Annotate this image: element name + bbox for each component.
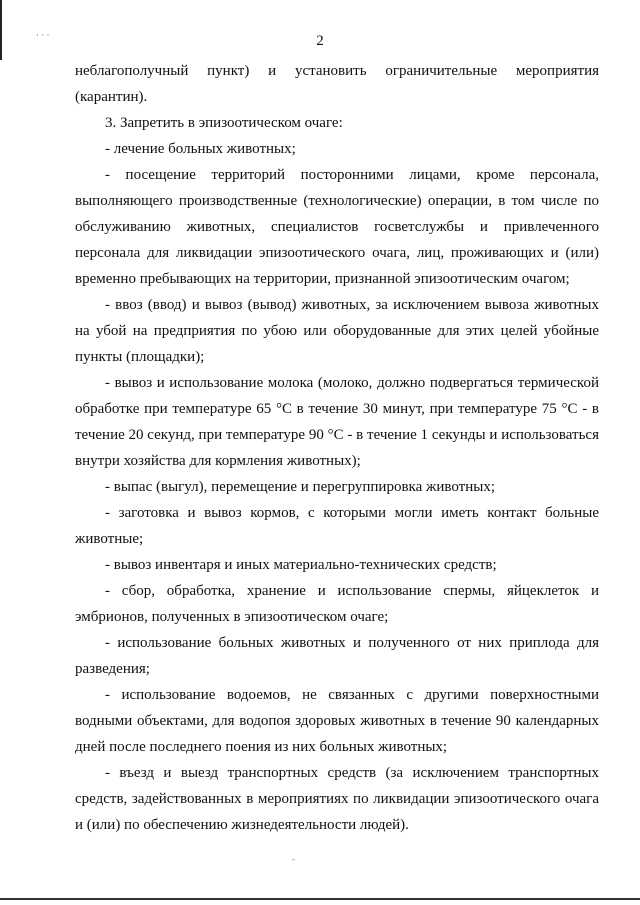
- scan-artifact-bottom: -: [292, 855, 295, 864]
- paragraph-inventory: - вывоз инвентаря и иных материально-технических средств;: [105, 557, 497, 573]
- scan-artifact: · · ·: [36, 30, 50, 40]
- paragraph-animal-transport: - ввоз (ввод) и вывоз (вывод) животных, за исключением вывоза животных на убой на предприятия по убою или оборудованные для этих целей убойные пункты (площадки);: [75, 297, 599, 365]
- paragraph-visits: - посещение территорий посторонними лицами, кроме персонала, выполняющего производственные (технологические) операции, в том числе по обслуживанию животных, специалистов госветслужбы и привлеченного персонала для ликвидации эпизоотического очага, лиц, проживающих и (или) временно пребывающих на территории, признанной эпизоотическим очагом;: [75, 167, 599, 287]
- scan-edge-bottom: [0, 898, 640, 900]
- scan-edge-mark: [0, 0, 2, 60]
- paragraph-milk: - вывоз и использование молока (молоко, должно подвергаться термической обработке при температуре 65 °С в течение 30 минут, при температуре 75 °С - в течение 20 секунд, при температуре 90 °С - в течение 1 секунды и использоваться внутри хозяйства для кормления животных);: [75, 375, 599, 469]
- paragraph-continuation: неблагополучный пункт) и установить ограничительные мероприятия (карантин).: [75, 63, 599, 105]
- paragraph-treatment: - лечение больных животных;: [105, 141, 296, 157]
- paragraph-breeding: - использование больных животных и полученного от них приплода для разведения;: [75, 635, 599, 677]
- paragraph-grazing: - выпас (выгул), перемещение и перегруппировка животных;: [105, 479, 495, 495]
- paragraph-vehicles: - въезд и выезд транспортных средств (за исключением транспортных средств, задействованных в мероприятиях по ликвидации эпизоотического очага и (или) по обеспечению жизнедеятельности людей).: [75, 765, 599, 833]
- paragraph-water-bodies: - использование водоемов, не связанных с другими поверхностными водными объектами, для водопоя здоровых животных в течение 90 календарных дней после последнего поения из них больных животных;: [75, 687, 599, 755]
- document-body: [75, 58, 599, 838]
- paragraph-item-3-heading: 3. Запретить в эпизоотическом очаге:: [105, 115, 343, 131]
- paragraph-feed: - заготовка и вывоз кормов, с которыми могли иметь контакт больные животные;: [75, 505, 599, 547]
- page-number: 2: [316, 33, 324, 49]
- paragraph-sperm-embryos: - сбор, обработка, хранение и использование спермы, яйцеклеток и эмбрионов, полученных в эпизоотическом очаге;: [75, 583, 599, 625]
